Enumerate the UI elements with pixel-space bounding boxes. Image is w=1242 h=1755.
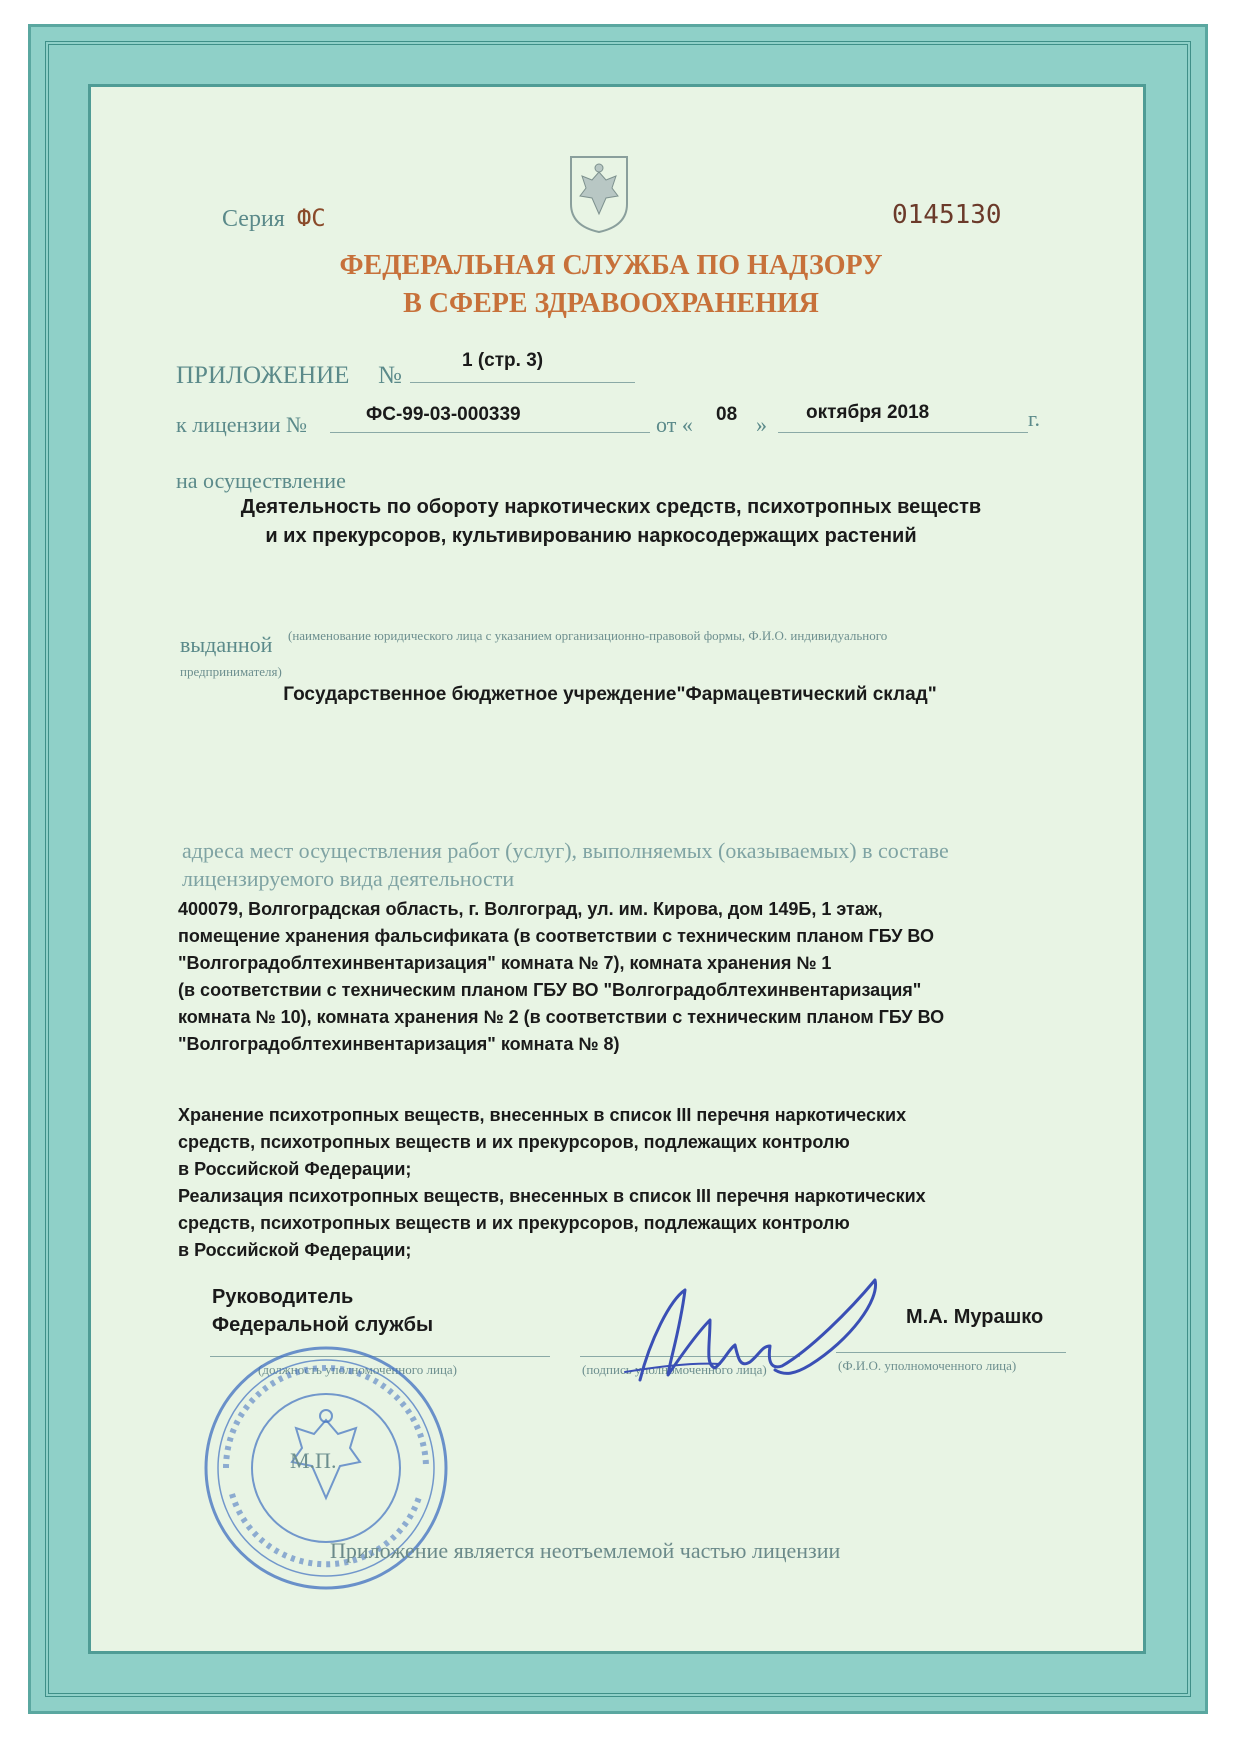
address-line: "Волгоградоблтехинвентаризация" комната № 7), комната хранения № 1	[178, 953, 832, 973]
address-line: (в соответствии с техническим планом ГБУ ВО "Волгоградоблтехинвентаризация"	[178, 980, 922, 1000]
license-month-year: октября 2018	[806, 402, 930, 423]
works-line: в Российской Федерации;	[178, 1240, 412, 1260]
license-label: к лицензии №	[176, 412, 307, 437]
license-number-underline	[330, 432, 650, 433]
form-number: 0145130	[892, 200, 1002, 230]
caption-signature: (подпись уполномоченного лица)	[582, 1362, 767, 1377]
agency-title-line2: В СФЕРЕ ЗДРАВООХРАНЕНИЯ	[403, 288, 819, 319]
close-quote: »	[756, 412, 767, 437]
series-value: ФС	[296, 204, 326, 232]
address-line: помещение хранения фальсификата (в соответствии с техническим планом ГБУ ВО	[178, 926, 934, 946]
works-line: средств, психотропных веществ и их прекурсоров, подлежащих контролю	[178, 1132, 850, 1152]
works-block	[178, 1102, 1058, 1264]
license-day: 08	[716, 404, 738, 425]
footer-note: Приложение является неотъемлемой частью лицензии	[330, 1538, 841, 1563]
caption-name: (Ф.И.О. уполномоченного лица)	[838, 1358, 1017, 1373]
appendix-label: ПРИЛОЖЕНИЕ	[176, 362, 350, 389]
appendix-value: 1 (стр. 3)	[462, 350, 544, 371]
works-line: Реализация психотропных веществ, внесенных в список III перечня наркотических	[178, 1186, 926, 1206]
coat-of-arms-icon	[568, 154, 630, 234]
series-label: Серия	[222, 206, 285, 232]
works-line: Хранение психотропных веществ, внесенных в список III перечня наркотических	[178, 1105, 907, 1125]
signatory-title2: Федеральной службы	[212, 1314, 434, 1336]
address-line: 400079, Волгоградская область, г. Волгоград, ул. им. Кирова, дом 149Б, 1 этаж,	[178, 899, 883, 919]
appendix-no-sign: №	[378, 362, 402, 389]
addresses-label1: адреса мест осуществления работ (услуг), выполняемых (оказываемых) в составе	[182, 838, 949, 863]
issued-hint1: (наименование юридического лица с указанием организационно-правовой формы, Ф.И.О. индивидуального	[288, 628, 888, 643]
address-line: комната № 10), комната хранения № 2 (в соответствии с техническим планом ГБУ ВО	[178, 1007, 945, 1027]
issued-value: Государственное бюджетное учреждение"Фармацевтический склад"	[283, 684, 937, 705]
signatory-name: М.А. Мурашко	[906, 1306, 1044, 1328]
activity-line2: и их прекурсоров, культивированию наркосодержащих растений	[265, 525, 917, 547]
caption-position: (должность уполномоченного лица)	[258, 1362, 458, 1377]
appendix-underline	[410, 382, 635, 383]
activity-line1: Деятельность по обороту наркотических средств, психотропных веществ	[240, 496, 982, 518]
works-line: средств, психотропных веществ и их прекурсоров, подлежащих контролю	[178, 1213, 850, 1233]
address-line: "Волгоградоблтехинвентаризация" комната № 8)	[178, 1034, 620, 1054]
signatory-title1: Руководитель	[212, 1286, 354, 1308]
addresses-label2: лицензируемого вида деятельности	[182, 866, 515, 891]
agency-title-line1: ФЕДЕРАЛЬНАЯ СЛУЖБА ПО НАДЗОРУ	[339, 250, 883, 281]
issued-hint2: предпринимателя)	[180, 664, 282, 679]
activity-label: на осуществление	[176, 468, 346, 493]
license-number: ФС-99-03-000339	[366, 404, 521, 425]
issued-label: выданной	[180, 632, 273, 657]
date-underline	[778, 432, 1028, 433]
handwritten-signature	[610, 1250, 910, 1400]
from-label: от «	[656, 412, 693, 437]
seal-label: М.П.	[290, 1448, 337, 1473]
addresses-block	[178, 896, 1056, 1058]
works-line: в Российской Федерации;	[178, 1159, 412, 1179]
year-suffix: г.	[1028, 406, 1041, 431]
